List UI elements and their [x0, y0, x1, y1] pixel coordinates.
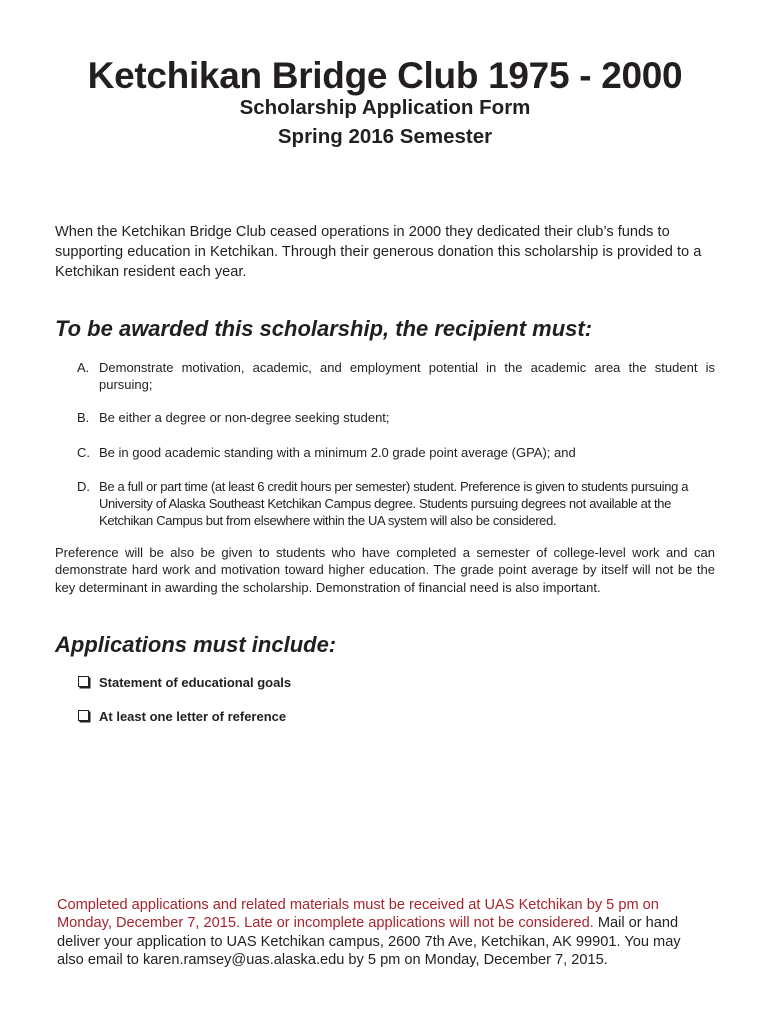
- submission-footer: [57, 896, 697, 969]
- preference-paragraph: Preference will be also be given to students who have completed a semester of college-level work and can demonstrate hard work and motivation toward higher education. The grade point average by itself will not be the key determinant in awarding the scholarship. Demonstration of financial need is also important.: [55, 545, 715, 595]
- form-subtitle: Scholarship Application Form: [239, 96, 531, 119]
- checklist-item-reference: [78, 708, 286, 725]
- requirements-heading: To be awarded this scholarship, the recipient must:: [55, 316, 593, 341]
- requirement-text: Be a full or part time (at least 6 credit hours per semester) student. Preference is given to students pursuing a University of Alaska Southeast Ketchikan Campus degree. Students pursuing degrees not available at the Ketchikan Campus but from elsewhere within the UA system will also be considered.: [99, 479, 689, 528]
- requirement-letter: C.: [77, 445, 90, 460]
- requirement-item: [77, 409, 715, 426]
- page-title: Ketchikan Bridge Club 1975 - 2000: [87, 55, 683, 96]
- checkbox-icon: [78, 676, 89, 687]
- applications-heading: Applications must include:: [55, 632, 337, 657]
- checkbox-icon: [78, 710, 89, 721]
- requirement-letter: B.: [77, 410, 90, 425]
- requirement-item: [77, 478, 715, 529]
- requirement-letter: A.: [77, 360, 90, 375]
- requirement-text: Be in good academic standing with a minimum 2.0 grade point average (GPA); and: [99, 445, 576, 460]
- requirement-text: Be either a degree or non-degree seeking student;: [99, 410, 390, 425]
- checklist-item-goals: [78, 674, 291, 691]
- requirement-letter: D.: [77, 479, 90, 494]
- deadline-notice: Completed applications and related materials must be received at UAS Ketchikan by 5 pm on Monday, December 7, 2015. Late or incomplete applications will not be considered.: [57, 897, 659, 932]
- requirement-text: Demonstrate motivation, academic, and employment potential in the academic area the student is pursuing;: [99, 360, 715, 392]
- semester-subtitle: Spring 2016 Semester: [277, 125, 493, 148]
- requirement-item: [77, 444, 715, 461]
- checklist-label: Statement of educational goals: [99, 675, 292, 690]
- requirement-item: [77, 359, 715, 393]
- checklist-label: At least one letter of reference: [99, 709, 287, 724]
- submission-instructions: Mail or hand deliver your application to UAS Ketchikan campus, 2600 7th Ave, Ketchikan, AK 99901. You may also email to karen.ramsey@uas.alaska.edu by 5 pm on Monday, December 7, 2015.: [57, 915, 681, 968]
- intro-paragraph: When the Ketchikan Bridge Club ceased operations in 2000 they dedicated their club’s funds to supporting education in Ketchikan. Through their generous donation this scholarship is provided to a Ketchikan resident each year.: [55, 224, 702, 280]
